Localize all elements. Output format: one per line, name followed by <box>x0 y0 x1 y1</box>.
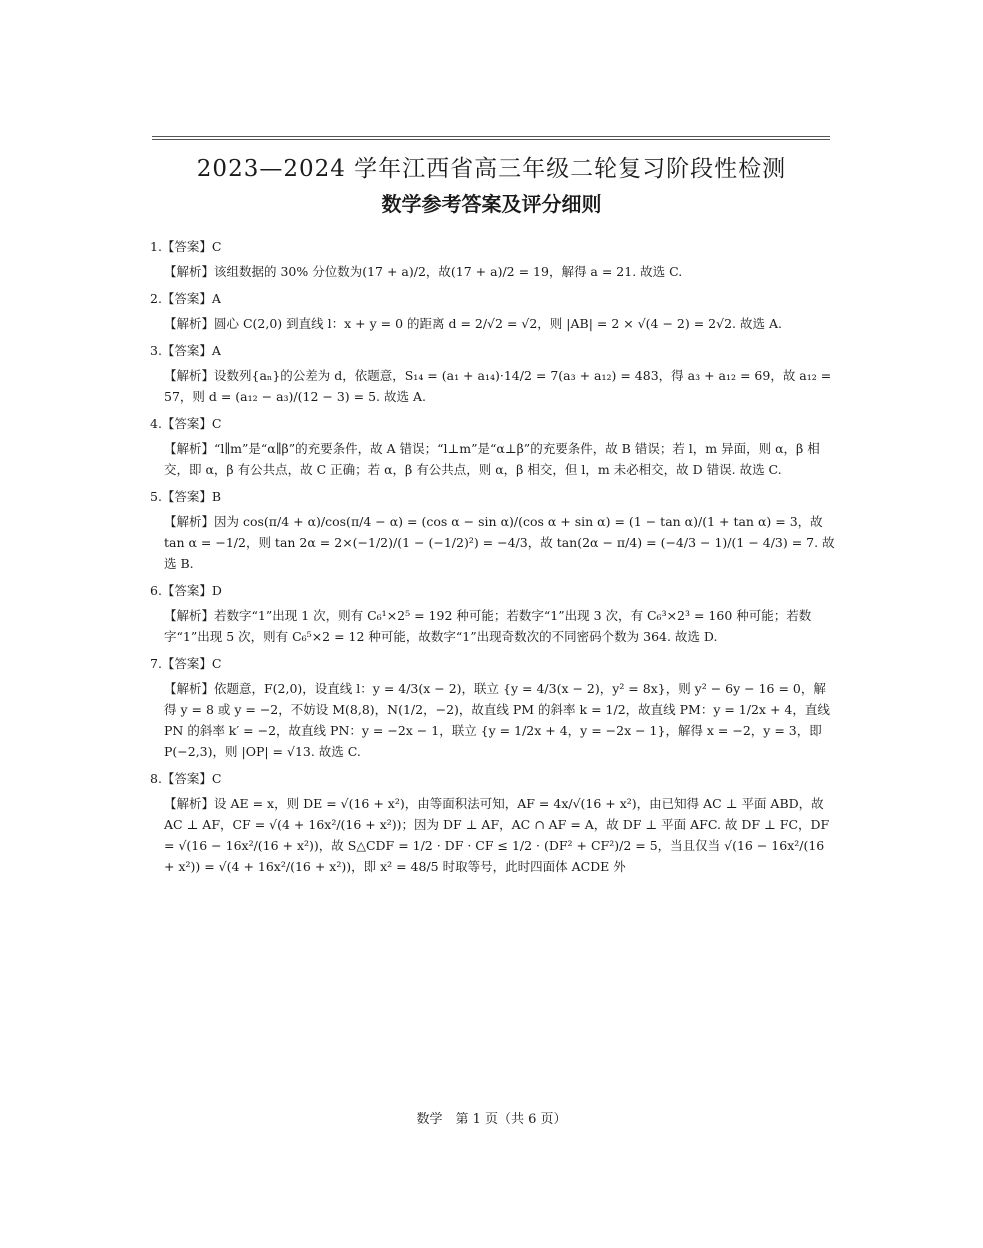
header-rule <box>152 136 830 142</box>
document-title: 2023—2024 学年江西省高三年级二轮复习阶段性检测 <box>196 156 787 182</box>
explanation: 【解析】“l∥m”是“α∥β”的充要条件，故 A 错误；“l⊥m”是“α⊥β”的充要条件，故 B 错误；若 l，m 异面，则 α，β 相交，即 α，β 有公共点，故 C 正确；若 α，β 有公共点，则 α，β 相交，但 l，m 未必相交，故 D 错误. 故选 C. <box>164 441 820 477</box>
explanation: 【解析】该组数据的 30% 分位数为(17 + a)/2，故(17 + a)/2 = 19，解得 a = 21. 故选 C. <box>164 264 683 279</box>
answer-line: 6.【答案】D <box>150 583 222 598</box>
answer-line: 2.【答案】A <box>150 291 221 306</box>
answer-item <box>150 653 836 762</box>
answer-item <box>150 236 836 282</box>
answer-item <box>150 580 836 647</box>
answer-item <box>150 288 836 334</box>
answer-line: 3.【答案】A <box>150 343 221 358</box>
explanation: 【解析】设数列{aₙ}的公差为 d，依题意，S₁₄ = (a₁ + a₁₄)·14/2 = 7(a₃ + a₁₂) = 483，得 a₃ + a₁₂ = 69，故 a₁₂ = 57，则 d = (a₁₂ − a₃)/(12 − 3) = 5. 故选 A. <box>164 368 832 404</box>
document-subtitle: 数学参考答案及评分细则 <box>381 192 602 216</box>
explanation: 【解析】依题意，F(2,0)，设直线 l：y = 4/3(x − 2)，联立 {y = 4/3(x − 2)，y² = 8x}，则 y² − 6y − 16 = 0，解得 y = 8 或 y = −2，不妨设 M(8,8)，N(1/2，−2)，故直线 PM 的斜率 k = 1/2，故直线 PM：y = 1/2x + 4，直线 PN 的斜率 k′ = −2，故直线 PN：y = −2x − 1，联立 {y = 1/2x + 4，y = −2x − 1}，解得 x = −2，y = 3，即 P(−2,3)，则 |OP| = √13. 故选 C. <box>164 681 830 759</box>
answer-line: 4.【答案】C <box>150 416 222 431</box>
answer-line: 5.【答案】B <box>150 489 222 504</box>
answer-item <box>150 768 836 877</box>
explanation: 【解析】设 AE = x，则 DE = √(16 + x²)，由等面积法可知，AF = 4x/√(16 + x²)，由已知得 AC ⊥ 平面 ABD，故 AC ⊥ AF，CF = √(4 + 16x²/(16 + x²))；因为 DF ⊥ AF，AC ∩ AF = A，故 DF ⊥ 平面 AFC. 故 DF ⊥ FC，DF = √(16 − 16x²/(16 + x²))，故 S△CDF = 1/2 · DF · CF ≤ 1/2 · (DF² + CF²)/2 = 5，当且仅当 √(16 − 16x²/(16 + x²)) = √(4 + 16x²/(16 + x²))，即 x² = 48/5 时取等号，此时四面体 ACDE 外 <box>164 796 830 874</box>
explanation: 【解析】若数字“1”出现 1 次，则有 C₆¹×2⁵ = 192 种可能；若数字“1”出现 3 次，有 C₆³×2³ = 160 种可能；若数字“1”出现 5 次，则有 C₆⁵×2 = 12 种可能，故数字“1”出现奇数次的不同密码个数为 364. 故选 D. <box>164 608 812 644</box>
page-footer: 数学 第 1 页（共 6 页） <box>416 1112 567 1127</box>
answer-item <box>150 486 836 574</box>
answer-line: 7.【答案】C <box>150 656 222 671</box>
answer-list <box>150 236 836 883</box>
answer-item <box>150 413 836 480</box>
explanation: 【解析】因为 cos(π/4 + α)/cos(π/4 − α) = (cos α − sin α)/(cos α + sin α) = (1 − tan α)/(1 + tan α) = 3，故 tan α = −1/2，则 tan 2α = 2×(−1/2)/(1 − (−1/2)²) = −4/3，故 tan(2α − π/4) = (−4/3 − 1)/(1 − 4/3) = 7. 故选 B. <box>164 514 835 571</box>
answer-item <box>150 340 836 407</box>
answer-line: 1.【答案】C <box>150 239 222 254</box>
answer-line: 8.【答案】C <box>150 771 222 786</box>
explanation: 【解析】圆心 C(2,0) 到直线 l：x + y = 0 的距离 d = 2/√2 = √2，则 |AB| = 2 × √(4 − 2) = 2√2. 故选 A. <box>164 316 782 331</box>
